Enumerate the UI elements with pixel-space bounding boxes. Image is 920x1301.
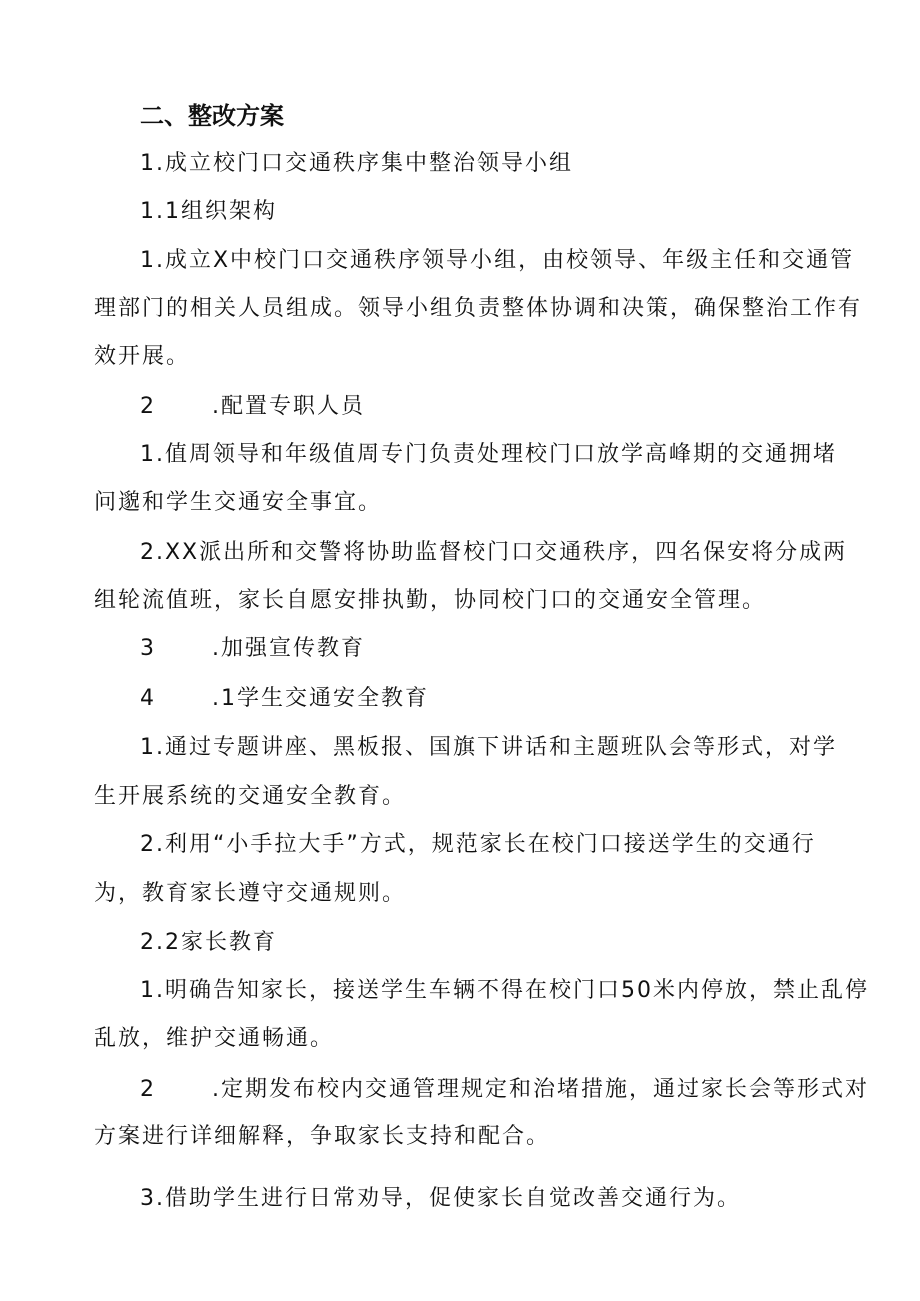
paragraph	[140, 634, 920, 664]
paragraph: 1.值周领导和年级值周专门负责处理校门口放学高峰期的交通拥堵	[140, 442, 837, 467]
item-text: .配置专职人员	[212, 394, 365, 419]
paragraph	[140, 1075, 920, 1105]
paragraph: 3.借助学生进行日常劝导，促使家长自觉改善交通行为。	[140, 1186, 741, 1211]
paragraph: 组轮流值班，家长自愿安排执勤，协同校门口的交通安全管理。	[94, 588, 767, 613]
paragraph	[140, 684, 920, 714]
paragraph: 效开展。	[94, 344, 191, 369]
item-number: 3	[140, 636, 156, 661]
item-number: 2	[140, 394, 156, 419]
paragraph: 生开展系统的交通安全教育。	[94, 784, 407, 809]
paragraph: 2.2家长教育	[140, 930, 277, 955]
paragraph: 为，教育家长遵守交通规则。	[94, 881, 407, 906]
paragraph: 问邈和学生交通安全事宜。	[94, 490, 383, 515]
paragraph: 1.1组织架构	[140, 199, 277, 224]
paragraph: 2.利用“小手拉大手”方式，规范家长在校门口接送学生的交通行	[140, 832, 816, 857]
paragraph: 1.成立X中校门口交通秩序领导小组，由校领导、年级主任和交通管	[140, 248, 855, 273]
section-heading: 二、整改方案	[140, 102, 284, 130]
paragraph: 1.成立校门口交通秩序集中整治领导小组	[140, 151, 573, 176]
paragraph	[140, 392, 920, 422]
paragraph: 1.通过专题讲座、黑板报、国旗下讲话和主题班队会等形式，对学	[140, 735, 837, 760]
paragraph: 方案进行详细解释，争取家长支持和配合。	[94, 1124, 551, 1149]
item-number: 2	[140, 1077, 156, 1102]
item-text: .定期发布校内交通管理规定和治堵措施，通过家长会等形式对	[212, 1077, 869, 1102]
paragraph: 乱放，维护交通畅通。	[94, 1026, 335, 1051]
paragraph: 1.明确告知家长，接送学生车辆不得在校门口50米内停放，禁止乱停	[140, 978, 869, 1003]
item-text: .加强宣传教育	[212, 636, 365, 661]
paragraph: 2.XX派出所和交警将协助监督校门口交通秩序，四名保安将分成两	[140, 540, 848, 565]
paragraph: 理部门的相关人员组成。领导小组负责整体协调和决策，确保整治工作有	[94, 296, 863, 321]
item-text: .1学生交通安全教育	[212, 686, 429, 711]
item-number: 4	[140, 686, 156, 711]
